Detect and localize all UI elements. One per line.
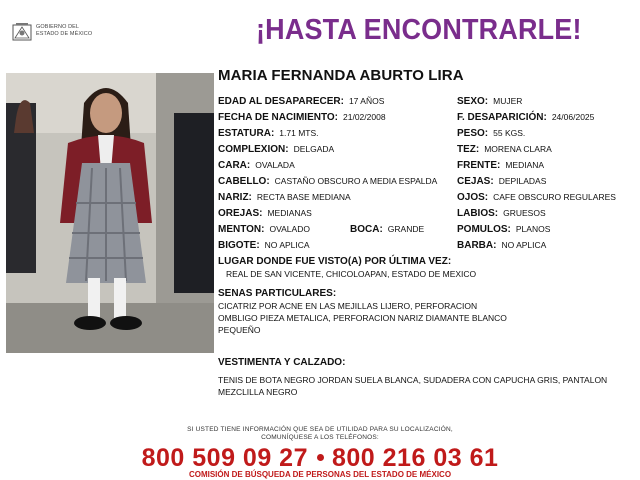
- field-label: ESTATURA:: [218, 128, 275, 139]
- field-label: MENTON:: [218, 224, 265, 235]
- field-label: FRENTE:: [457, 160, 501, 171]
- field-edad: [218, 96, 384, 107]
- field-labios: [457, 208, 546, 219]
- field-pomulos: [457, 224, 550, 235]
- field-fecha-nacimiento: [218, 112, 386, 123]
- particular-marks-title: SENAS PARTICULARES:: [218, 288, 337, 299]
- field-value: 21/02/2008: [343, 112, 386, 122]
- field-cara: [218, 160, 295, 171]
- field-label: NARIZ:: [218, 192, 252, 203]
- field-label: OJOS:: [457, 192, 489, 203]
- photo-illustration: [6, 73, 214, 353]
- field-value: NO APLICA: [264, 240, 310, 250]
- field-value: DEPILADAS: [498, 176, 547, 186]
- field-sexo: [457, 96, 522, 107]
- clothing-text: TENIS DE BOTA NEGRO JORDAN SUELA BLANCA, SUDADERA CON CAPUCHA GRIS, PANTALON MEZCLILLA NEGRO: [218, 375, 608, 397]
- gov-line-2: ESTADO DE MÉXICO: [36, 31, 93, 37]
- field-value: OVALADA: [255, 160, 295, 170]
- phone-numbers: [0, 444, 640, 473]
- field-value: RECTA BASE MEDIANA: [256, 192, 351, 202]
- field-cejas: [457, 176, 546, 187]
- field-value: 24/06/2025: [551, 112, 595, 122]
- field-label: SEXO:: [457, 96, 489, 107]
- field-orejas: [218, 208, 312, 219]
- field-frente: [457, 160, 544, 171]
- field-label: POMULOS:: [457, 224, 511, 235]
- field-label: BARBA:: [457, 240, 497, 251]
- field-tez: [457, 144, 552, 155]
- field-label: BOCA:: [350, 224, 383, 235]
- last-seen-title: LUGAR DONDE FUE VISTO(A) POR ÚLTIMA VEZ:: [218, 256, 452, 267]
- missing-person-photo: [6, 73, 214, 353]
- slogan-title: ¡HASTA ENCONTRARLE!: [256, 14, 582, 46]
- field-menton: [218, 224, 310, 235]
- field-complexion: [218, 144, 334, 155]
- field-value: 17 AÑOS: [348, 96, 385, 106]
- separator-dot-icon: [317, 454, 324, 461]
- field-label: CARA:: [218, 160, 251, 171]
- field-value: DELGADA: [293, 144, 335, 154]
- field-value: 1.71 MTS.: [279, 128, 319, 138]
- field-label: LABIOS:: [457, 208, 499, 219]
- field-nariz: [218, 192, 351, 203]
- field-label: CABELLO:: [218, 176, 270, 187]
- field-cabello: [218, 176, 437, 187]
- field-label: OREJAS:: [218, 208, 263, 219]
- field-label: FECHA DE NACIMIENTO:: [218, 112, 338, 123]
- contact-note-line-2: COMUNÍQUESE A LOS TELÉFONOS:: [261, 434, 379, 441]
- field-label: F. DESAPARICIÓN:: [457, 112, 547, 123]
- field-label: PESO:: [457, 128, 489, 139]
- phone-number-1: 800 509 09 27: [141, 444, 308, 472]
- field-bigote: [218, 240, 310, 251]
- clothing-title: VESTIMENTA Y CALZADO:: [218, 357, 346, 368]
- field-label: TEZ:: [457, 144, 480, 155]
- field-value: GRANDE: [387, 224, 425, 234]
- government-logo: [12, 22, 112, 44]
- field-value: MUJER: [493, 96, 523, 106]
- commission-name: COMISIÓN DE BÚSQUEDA DE PERSONAS DEL ESTADO DE MÉXICO: [188, 470, 452, 479]
- field-label: CEJAS:: [457, 176, 494, 187]
- field-peso: [457, 128, 525, 139]
- field-barba: [457, 240, 546, 251]
- field-value: PLANOS: [515, 224, 551, 234]
- field-label: EDAD AL DESAPARECER:: [218, 96, 344, 107]
- state-seal-icon: [12, 22, 32, 42]
- field-value: GRUESOS: [503, 208, 546, 218]
- contact-note-line-1: SI USTED TIENE INFORMACIÓN QUE SEA DE UTILIDAD PARA SU LOCALIZACIÓN,: [187, 426, 453, 433]
- gov-line-1: GOBIERNO DEL: [36, 24, 80, 30]
- field-fecha-desaparicion: [457, 112, 594, 123]
- phone-number-2: 800 216 03 61: [332, 444, 499, 472]
- person-name: MARIA FERNANDA ABURTO LIRA: [218, 67, 464, 84]
- field-ojos: [457, 192, 616, 203]
- field-value: MORENA CLARA: [484, 144, 552, 154]
- field-value: CASTAÑO OBSCURO A MEDIA ESPALDA: [274, 176, 438, 186]
- last-seen-text: REAL DE SAN VICENTE, CHICOLOAPAN, ESTADO DE MEXICO: [226, 269, 477, 279]
- field-value: 55 KGS.: [493, 128, 526, 138]
- particular-marks-text: CICATRIZ POR ACNE EN LAS MEJILLAS LIJERO, PERFORACION OMBLIGO PIEZA METALICA, PERFORACION NARIZ DIAMANTE BLANCO PEQUEÑO: [218, 301, 507, 335]
- government-name: [36, 24, 92, 38]
- field-estatura: [218, 128, 319, 139]
- field-value: OVALADO: [269, 224, 310, 234]
- contact-note: [0, 426, 640, 442]
- field-label: BIGOTE:: [218, 240, 260, 251]
- field-value: MEDIANA: [505, 160, 545, 170]
- field-label: COMPLEXION:: [218, 144, 289, 155]
- field-value: CAFE OBSCURO REGULARES: [493, 192, 616, 202]
- field-boca: [350, 224, 424, 235]
- field-value: MEDIANAS: [267, 208, 312, 218]
- field-value: NO APLICA: [501, 240, 547, 250]
